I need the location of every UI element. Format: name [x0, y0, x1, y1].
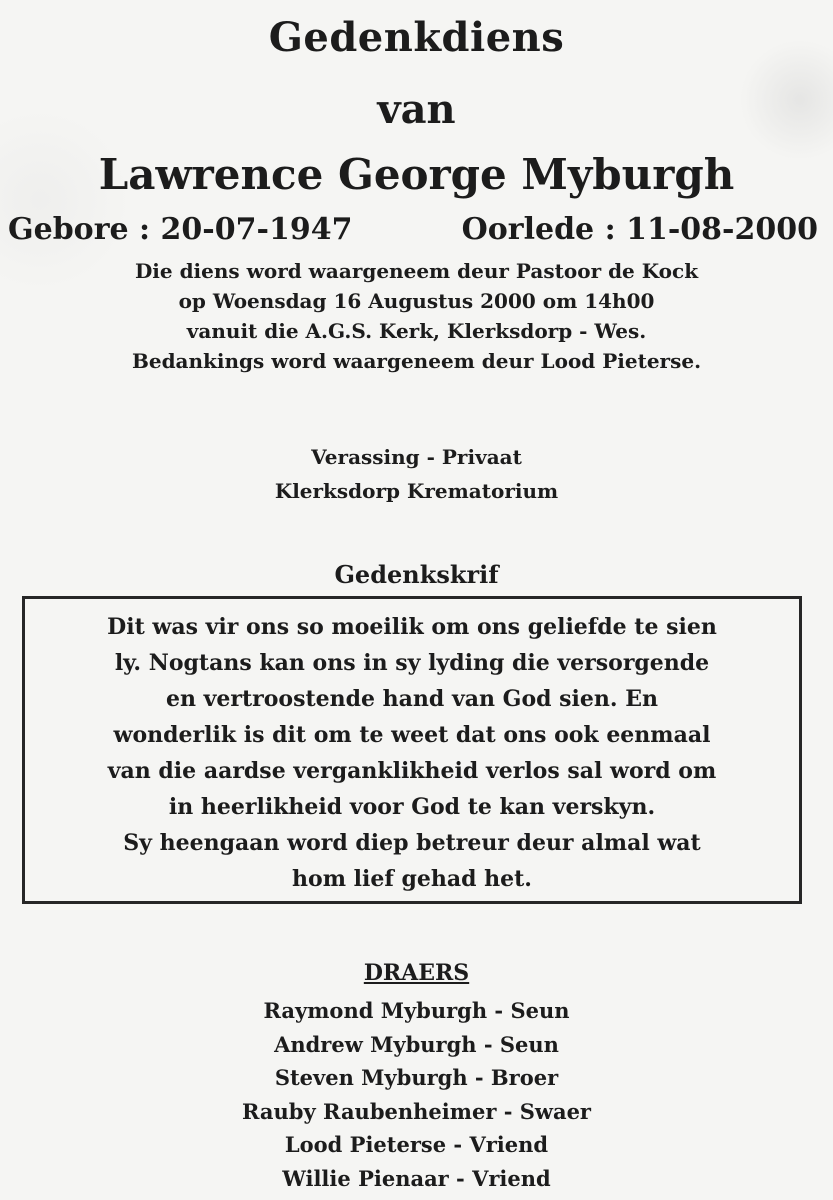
epitaph-line: van die aardse verganklikheid verlos sal word om [107, 758, 717, 784]
epitaph-line: in heerlikheid voor God te kan verskyn. [168, 794, 656, 820]
service-details [0, 256, 833, 376]
dates-row [8, 212, 818, 252]
bearer-item: Raymond Myburgh - Seun [263, 998, 570, 1023]
title-gedenkdiens: Gedenkdiens [268, 14, 565, 61]
epitaph-line: en vertroostende hand van God sien. En [165, 686, 658, 712]
service-line: op Woensdag 16 Augustus 2000 om 14h00 [178, 289, 655, 313]
bearer-item: Rauby Raubenheimer - Swaer [242, 1098, 591, 1124]
service-line: Bedankings word waargeneem deur Lood Pieterse. [131, 349, 702, 373]
epitaph-heading: Gedenkskrif [334, 560, 499, 589]
service-line: Die diens word waargeneem deur Pastoor de Kock [134, 259, 699, 283]
bearers-heading: DRAERS [363, 960, 470, 986]
epitaph-line: Dit was vir ons so moeilik om ons geliefde te sien [107, 614, 717, 640]
cremation-details [0, 440, 833, 508]
bearer-item: Willie Pienaar - Vriend [282, 1165, 551, 1191]
title-van: van [377, 86, 456, 133]
cremation-line: Klerksdorp Krematorium [274, 479, 559, 503]
epitaph-line: ly. Nogtans kan ons in sy lyding die versorgende [114, 650, 710, 676]
service-line: vanuit die A.G.S. Kerk, Klerksdorp - Wes. [186, 319, 647, 343]
cremation-line: Verassing - Privaat [311, 445, 522, 469]
death-date: Oorlede : 11-08-2000 [461, 212, 818, 247]
bearer-item: Lood Pieterse - Vriend [284, 1132, 549, 1157]
epitaph-line: wonderlik is dit om te weet dat ons ook eenmaal [113, 722, 711, 748]
bearers-list [0, 994, 833, 1195]
epitaph-line: Sy heengaan word diep betreur deur almal wat [123, 830, 701, 856]
birth-date: Gebore : 20-07-1947 [8, 212, 353, 247]
bearer-item: Andrew Myburgh - Seun [274, 1031, 559, 1057]
epitaph-box [22, 596, 802, 904]
epitaph-line: hom lief gehad het. [292, 866, 532, 892]
bearer-item: Steven Myburgh - Broer [274, 1065, 559, 1090]
deceased-name: Lawrence George Myburgh [98, 150, 735, 199]
